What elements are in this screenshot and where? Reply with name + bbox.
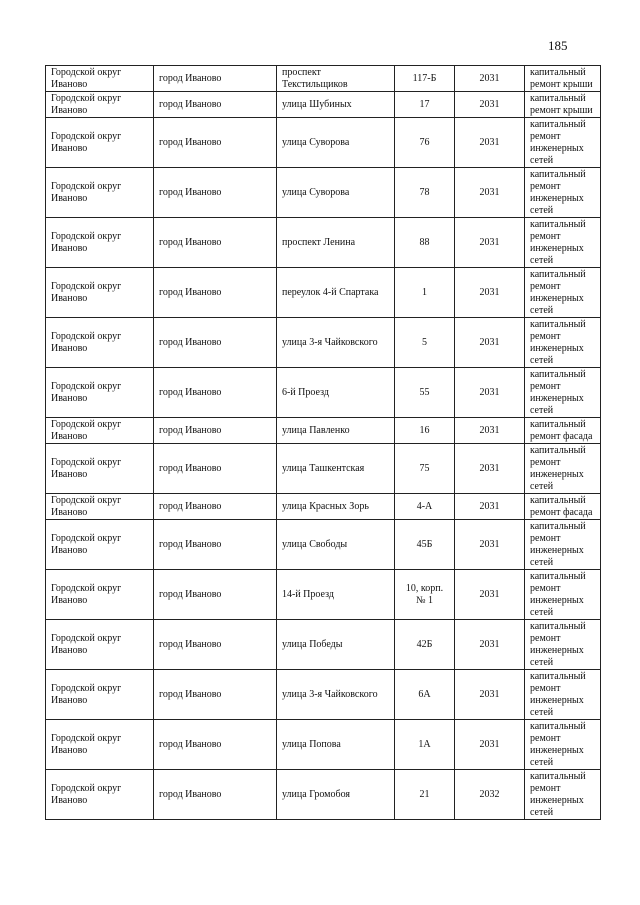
city-cell: город Иваново [154, 520, 277, 570]
city-cell: город Иваново [154, 570, 277, 620]
table-row [46, 268, 601, 318]
house-number-cell: 78 [395, 168, 455, 218]
work-type-cell: капитальный ремонт фасада [525, 494, 601, 520]
municipality-cell: Городской округ Иваново [46, 368, 154, 418]
work-type-cell: капитальный ремонт крыши [525, 92, 601, 118]
municipality-cell: Городской округ Иваново [46, 118, 154, 168]
city-cell: город Иваново [154, 720, 277, 770]
work-type-cell: капитальный ремонт инженерных сетей [525, 318, 601, 368]
municipality-cell: Городской округ Иваново [46, 570, 154, 620]
table-row [46, 494, 601, 520]
house-number-cell: 16 [395, 418, 455, 444]
street-cell: улица Шубиных [277, 92, 395, 118]
table-row [46, 118, 601, 168]
year-cell: 2031 [455, 218, 525, 268]
work-type-cell: капитальный ремонт инженерных сетей [525, 670, 601, 720]
year-cell: 2031 [455, 268, 525, 318]
work-type-cell: капитальный ремонт инженерных сетей [525, 118, 601, 168]
work-type-cell: капитальный ремонт инженерных сетей [525, 268, 601, 318]
year-cell: 2031 [455, 620, 525, 670]
year-cell: 2031 [455, 66, 525, 92]
year-cell: 2031 [455, 418, 525, 444]
table-row [46, 218, 601, 268]
city-cell: город Иваново [154, 218, 277, 268]
municipality-cell: Городской округ Иваново [46, 268, 154, 318]
work-type-cell: капитальный ремонт крыши [525, 66, 601, 92]
city-cell: город Иваново [154, 418, 277, 444]
year-cell: 2031 [455, 92, 525, 118]
table-row [46, 66, 601, 92]
year-cell: 2031 [455, 368, 525, 418]
year-cell: 2031 [455, 318, 525, 368]
year-cell: 2031 [455, 670, 525, 720]
table-body [46, 66, 601, 820]
table-row [46, 168, 601, 218]
repair-schedule-table [45, 65, 601, 820]
work-type-cell: капитальный ремонт инженерных сетей [525, 218, 601, 268]
table-row [46, 444, 601, 494]
city-cell: город Иваново [154, 494, 277, 520]
street-cell: улица Громобоя [277, 770, 395, 820]
year-cell: 2031 [455, 168, 525, 218]
street-cell: 6-й Проезд [277, 368, 395, 418]
municipality-cell: Городской округ Иваново [46, 218, 154, 268]
table-row [46, 670, 601, 720]
house-number-cell: 76 [395, 118, 455, 168]
table-row [46, 418, 601, 444]
street-cell: проспект Текстильщиков [277, 66, 395, 92]
work-type-cell: капитальный ремонт инженерных сетей [525, 770, 601, 820]
city-cell: город Иваново [154, 168, 277, 218]
municipality-cell: Городской округ Иваново [46, 444, 154, 494]
work-type-cell: капитальный ремонт инженерных сетей [525, 520, 601, 570]
municipality-cell: Городской округ Иваново [46, 520, 154, 570]
house-number-cell: 5 [395, 318, 455, 368]
city-cell: город Иваново [154, 368, 277, 418]
city-cell: город Иваново [154, 770, 277, 820]
work-type-cell: капитальный ремонт инженерных сетей [525, 720, 601, 770]
street-cell: улица Суворова [277, 168, 395, 218]
table-row [46, 570, 601, 620]
house-number-cell: 42Б [395, 620, 455, 670]
municipality-cell: Городской округ Иваново [46, 494, 154, 520]
year-cell: 2032 [455, 770, 525, 820]
municipality-cell: Городской округ Иваново [46, 620, 154, 670]
work-type-cell: капитальный ремонт инженерных сетей [525, 570, 601, 620]
street-cell: проспект Ленина [277, 218, 395, 268]
house-number-cell: 1А [395, 720, 455, 770]
street-cell: улица Попова [277, 720, 395, 770]
table-row [46, 770, 601, 820]
year-cell: 2031 [455, 720, 525, 770]
work-type-cell: капитальный ремонт инженерных сетей [525, 620, 601, 670]
table-row [46, 720, 601, 770]
work-type-cell: капитальный ремонт инженерных сетей [525, 168, 601, 218]
year-cell: 2031 [455, 494, 525, 520]
house-number-cell: 55 [395, 368, 455, 418]
city-cell: город Иваново [154, 620, 277, 670]
house-number-cell: 4-А [395, 494, 455, 520]
page-number: 185 [548, 38, 568, 53]
municipality-cell: Городской округ Иваново [46, 670, 154, 720]
municipality-cell: Городской округ Иваново [46, 418, 154, 444]
house-number-cell: 45Б [395, 520, 455, 570]
house-number-cell: 6А [395, 670, 455, 720]
city-cell: город Иваново [154, 118, 277, 168]
table-row [46, 368, 601, 418]
street-cell: улица Суворова [277, 118, 395, 168]
municipality-cell: Городской округ Иваново [46, 66, 154, 92]
house-number-cell: 10, корп. № 1 [395, 570, 455, 620]
street-cell: улица Красных Зорь [277, 494, 395, 520]
street-cell: переулок 4-й Спартака [277, 268, 395, 318]
house-number-cell: 1 [395, 268, 455, 318]
street-cell: улица 3-я Чайковского [277, 670, 395, 720]
city-cell: город Иваново [154, 318, 277, 368]
year-cell: 2031 [455, 118, 525, 168]
city-cell: город Иваново [154, 92, 277, 118]
street-cell: улица 3-я Чайковского [277, 318, 395, 368]
municipality-cell: Городской округ Иваново [46, 318, 154, 368]
table-row [46, 318, 601, 368]
work-type-cell: капитальный ремонт фасада [525, 418, 601, 444]
house-number-cell: 88 [395, 218, 455, 268]
street-cell: улица Павленко [277, 418, 395, 444]
municipality-cell: Городской округ Иваново [46, 92, 154, 118]
table-row [46, 620, 601, 670]
city-cell: город Иваново [154, 268, 277, 318]
street-cell: улица Ташкентская [277, 444, 395, 494]
municipality-cell: Городской округ Иваново [46, 168, 154, 218]
work-type-cell: капитальный ремонт инженерных сетей [525, 444, 601, 494]
city-cell: город Иваново [154, 66, 277, 92]
house-number-cell: 21 [395, 770, 455, 820]
city-cell: город Иваново [154, 444, 277, 494]
street-cell: 14-й Проезд [277, 570, 395, 620]
street-cell: улица Победы [277, 620, 395, 670]
table-row [46, 520, 601, 570]
year-cell: 2031 [455, 520, 525, 570]
city-cell: город Иваново [154, 670, 277, 720]
house-number-cell: 75 [395, 444, 455, 494]
house-number-cell: 117-Б [395, 66, 455, 92]
table-row [46, 92, 601, 118]
street-cell: улица Свободы [277, 520, 395, 570]
municipality-cell: Городской округ Иваново [46, 770, 154, 820]
year-cell: 2031 [455, 444, 525, 494]
work-type-cell: капитальный ремонт инженерных сетей [525, 368, 601, 418]
year-cell: 2031 [455, 570, 525, 620]
house-number-cell: 17 [395, 92, 455, 118]
municipality-cell: Городской округ Иваново [46, 720, 154, 770]
